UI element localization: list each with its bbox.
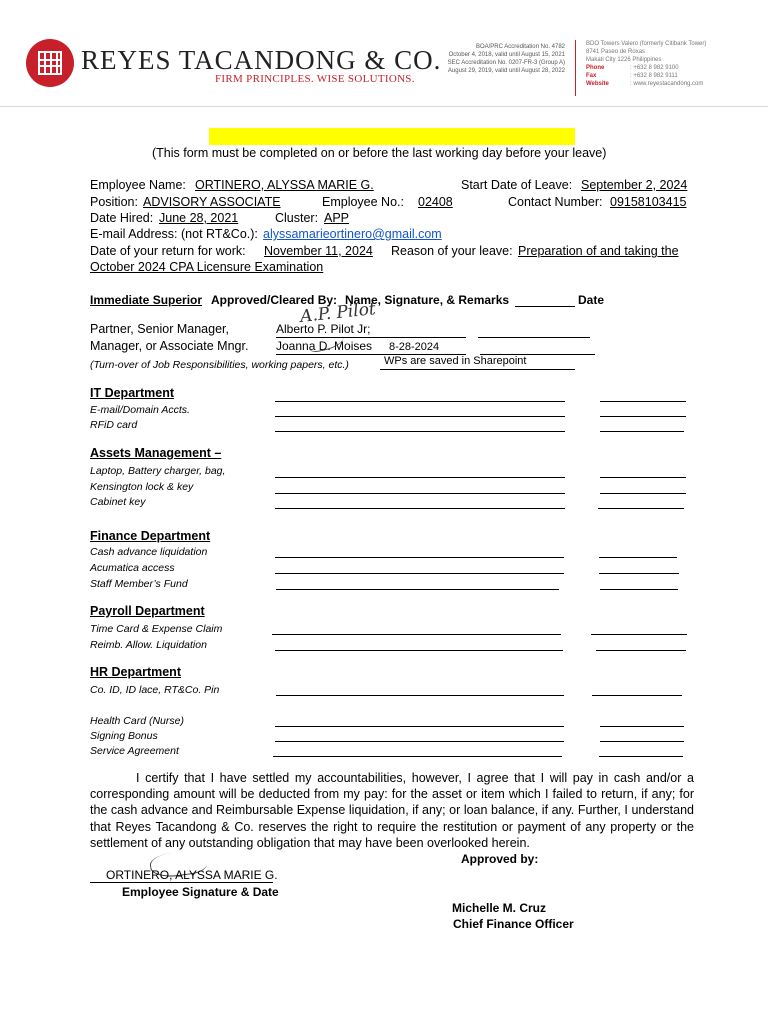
- signer2-name: Joanna D. Moises: [276, 339, 373, 353]
- date-heading: Date: [578, 293, 605, 307]
- signer2-date: 8-28-2024: [389, 341, 440, 353]
- date-line: [600, 726, 684, 727]
- finance-item: Acumatica access: [90, 562, 175, 574]
- date-hired-label: Date Hired:: [90, 211, 154, 225]
- cluster-value: APP: [324, 211, 350, 225]
- signature-line: [272, 634, 561, 635]
- assets-item: Cabinet key: [90, 496, 146, 508]
- address-line: Makati City 1226 Philippines: [586, 57, 662, 63]
- remarks-value: WPs are saved in Sharepoint: [384, 355, 527, 367]
- date-line: [600, 401, 686, 402]
- employee-name-label: Employee Name:: [90, 178, 186, 192]
- start-date-label: Start Date of Leave:: [461, 178, 573, 192]
- accreditation-line: SEC Accreditation No. 0207-FR-3 (Group A): [447, 60, 565, 66]
- email-label: E-mail Address: (not RT&Co.):: [90, 227, 258, 241]
- firm-logo-icon: [26, 39, 74, 87]
- signature-line: [275, 493, 565, 494]
- partner-label-line2: Manager, or Associate Mngr.: [90, 339, 249, 353]
- website-label: Website: [586, 81, 609, 87]
- phone-label: Phone: [586, 65, 605, 71]
- heading-underline: [515, 306, 575, 307]
- return-date-label: Date of your return for work:: [90, 244, 246, 258]
- certification-paragraph: I certify that I have settled my accountabilities, however, I agree that I will pay in cash and/or a corresponding amount will be deducted from my pay: for the asset or item which I failed to return, if any; for the cash advance and Reimbursable Expense liquidation, if any; or loan balance, if any. Further, I understand that Reyes Tacandong & Co. reserves the right to require the restitution or payment of any property or the settlement of any outstanding obligation that may have been overlooked herein.: [90, 771, 694, 850]
- date-line: [591, 634, 687, 635]
- hr-item: Co. ID, ID lace, RT&Co. Pin: [90, 684, 220, 696]
- firm-name: REYES TACANDONG & CO.: [81, 45, 442, 75]
- fax-value: : +632 8 982 9111: [630, 73, 678, 79]
- address-line: BDO Towers Valero (formerly Citibank Tower): [586, 41, 707, 47]
- signature-line: [276, 337, 466, 338]
- signature-line: [275, 726, 564, 727]
- date-line: [599, 756, 683, 757]
- signature-line: [276, 589, 559, 590]
- hr-item: Health Card (Nurse): [90, 715, 184, 727]
- finance-department-heading: Finance Department: [90, 529, 211, 543]
- it-item: E-mail/Domain Accts.: [90, 404, 190, 416]
- start-date-value: September 2, 2024: [581, 178, 688, 192]
- date-line: [600, 416, 686, 417]
- immediate-superior-heading: Immediate Superior: [90, 293, 203, 307]
- hr-item: Service Agreement: [90, 745, 179, 757]
- turnover-note: (Turn-over of Job Responsibilities, working papers, etc.): [90, 359, 349, 371]
- firm-tagline: FIRM PRINCIPLES. WISE SOLUTIONS.: [215, 73, 415, 85]
- reason-label: Reason of your leave:: [391, 244, 513, 258]
- reason-value-line2: October 2024 CPA Licensure Examination: [90, 260, 324, 274]
- date-line: [600, 431, 684, 432]
- signature-line: [90, 882, 273, 883]
- signature-line: [275, 557, 564, 558]
- cluster-label: Cluster:: [275, 211, 319, 225]
- name-signature-heading: Name, Signature, & Remarks: [345, 293, 510, 307]
- address-line: 8741 Paseo de Roxas: [586, 49, 646, 55]
- it-department-heading: IT Department: [90, 386, 175, 400]
- signature-line: [275, 508, 565, 509]
- date-line: [592, 695, 682, 696]
- partner-label-line1: Partner, Senior Manager,: [90, 322, 229, 336]
- signature-line: [276, 695, 564, 696]
- accreditation-line: August 29, 2019, valid until August 28, 2022: [447, 68, 565, 74]
- accreditation-line: BOA/PRC Accreditation No. 4782: [475, 44, 565, 50]
- date-line: [599, 573, 679, 574]
- accreditation-line: October 4, 2018, valid until August 15, 2021: [448, 52, 565, 58]
- date-line: [598, 508, 684, 509]
- date-line: [600, 477, 686, 478]
- signature-line: [275, 741, 564, 742]
- payroll-department-heading: Payroll Department: [90, 604, 205, 618]
- signature-line: [275, 416, 565, 417]
- approver-title: Chief Finance Officer: [453, 917, 574, 931]
- accreditation-block: [448, 43, 565, 75]
- website-value: : www.reyestacandong.com: [630, 81, 704, 87]
- phone-value: : +632 8 982 9100: [630, 65, 679, 71]
- payroll-item: Reimb. Allow. Liquidation: [90, 639, 207, 651]
- email-link[interactable]: alyssamarieortinero@gmail.com: [263, 227, 442, 241]
- employee-no-value: 02408: [418, 195, 453, 209]
- signer1-signature: A.P. Pilot: [299, 299, 377, 327]
- date-line: [478, 337, 590, 338]
- signer1-name: Alberto P. Pilot Jr;: [276, 322, 371, 336]
- header-rule: [0, 106, 768, 107]
- contact-number-value: 09158103415: [610, 195, 687, 209]
- form-title-highlight: [209, 128, 575, 145]
- signature-line: [275, 650, 563, 651]
- header-divider: [575, 40, 576, 96]
- date-line: [596, 650, 686, 651]
- hr-item: Signing Bonus: [90, 730, 158, 742]
- date-hired-value: June 28, 2021: [159, 211, 239, 225]
- form-instruction: (This form must be completed on or before the last working day before your leave): [152, 146, 607, 160]
- position-label: Position:: [90, 195, 138, 209]
- contact-number-label: Contact Number:: [508, 195, 603, 209]
- payroll-item: Time Card & Expense Claim: [90, 623, 223, 635]
- approved-by-label: Approved by:: [461, 852, 539, 866]
- assets-item: Kensington lock & key: [90, 481, 194, 493]
- assets-item: Laptop, Battery charger, bag,: [90, 465, 226, 477]
- signature-line: [275, 477, 565, 478]
- employee-no-label: Employee No.:: [322, 195, 404, 209]
- position-value: ADVISORY ASSOCIATE: [143, 195, 281, 209]
- remarks-line: [380, 369, 575, 370]
- finance-item: Cash advance liquidation: [90, 546, 208, 558]
- finance-item: Staff Member’s Fund: [90, 578, 188, 590]
- signature-line: [273, 756, 562, 757]
- date-line: [600, 741, 684, 742]
- approved-by-heading: Approved/Cleared By:: [211, 293, 338, 307]
- reason-value-line1: Preparation of and taking the: [518, 244, 679, 258]
- signature-line: [275, 573, 564, 574]
- date-line: [599, 557, 677, 558]
- assets-department-heading: Assets Management –: [90, 446, 222, 460]
- fax-label: Fax: [586, 73, 597, 79]
- signature-line: [275, 431, 565, 432]
- signoff-employee-name: ORTINERO, ALYSSA MARIE G.: [106, 868, 278, 882]
- it-item: RFiD card: [90, 419, 138, 431]
- hr-department-heading: HR Department: [90, 665, 181, 679]
- employee-signature-label: Employee Signature & Date: [122, 885, 279, 899]
- date-line: [600, 493, 686, 494]
- address-block: [586, 40, 706, 88]
- date-line: [600, 589, 678, 590]
- return-date-value: November 11, 2024: [264, 244, 373, 258]
- employee-name-value: ORTINERO, ALYSSA MARIE G.: [195, 178, 374, 192]
- approver-name: Michelle M. Cruz: [452, 901, 547, 915]
- signature-line: [275, 401, 565, 402]
